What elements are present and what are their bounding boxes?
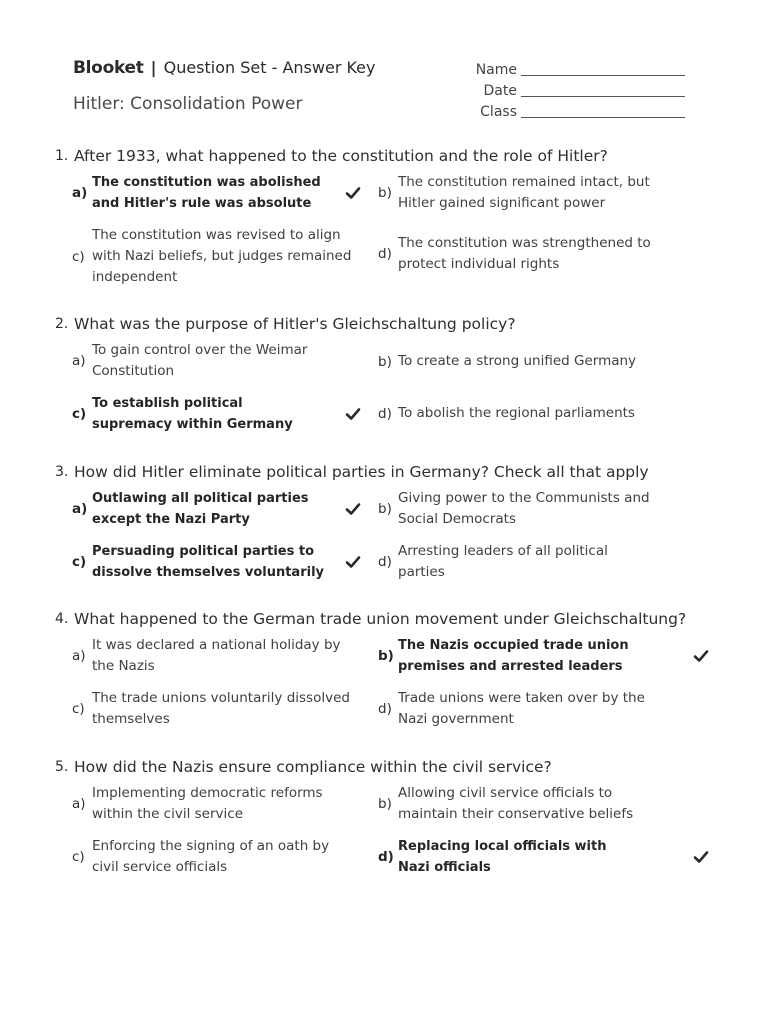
date-field — [440, 79, 690, 100]
answer-text: Enforcing the signing of an oath by civil service officials — [92, 838, 330, 875]
question-text: After 1933, what happened to the constitution and the role of Hitler? — [74, 147, 608, 165]
question-4 — [55, 608, 735, 727]
answer-option — [378, 836, 710, 878]
date-line — [521, 84, 685, 97]
checkmark-icon — [344, 553, 362, 571]
question-text: What was the purpose of Hitler's Gleichschaltung policy? — [74, 315, 516, 333]
answer-text: Giving power to the Communists and Social Democrats — [398, 490, 650, 527]
answer-text: Implementing democratic reforms within the civil service — [92, 785, 323, 822]
answer-letter: b) — [378, 648, 394, 664]
answer-text: The constitution was abolished and Hitler's rule was absolute — [92, 175, 321, 211]
answer-option — [72, 225, 362, 288]
answer-letter: d) — [378, 246, 392, 262]
question-title — [55, 461, 735, 483]
answer-text: The trade unions voluntarily dissolved themselves — [92, 690, 350, 727]
answer-letter: a) — [72, 501, 88, 517]
question-text: What happened to the German trade union movement under Gleichschaltung? — [74, 610, 687, 628]
answer-option — [378, 541, 668, 583]
class-field — [440, 100, 690, 121]
answer-option — [378, 172, 668, 214]
answer-option — [72, 688, 362, 730]
set-title: Hitler: Consolidation Power — [73, 94, 303, 114]
answer-option — [72, 635, 362, 677]
date-label: Date — [483, 83, 517, 99]
answer-text: Allowing civil service officials to maintain their conservative beliefs — [398, 785, 634, 822]
name-line — [521, 63, 685, 76]
answer-letter: a) — [72, 796, 86, 812]
question-title — [55, 145, 735, 167]
checkmark-icon — [344, 500, 362, 518]
answer-letter: b) — [378, 796, 392, 812]
answer-option — [72, 783, 362, 825]
checkmark-icon — [344, 405, 362, 423]
header-left — [73, 57, 375, 114]
answer-letter: c) — [72, 849, 85, 865]
answer-letter: a) — [72, 648, 86, 664]
answer-option — [378, 635, 710, 677]
answer-option — [378, 783, 668, 825]
answer-option — [378, 488, 668, 530]
question-number: 1. — [55, 148, 69, 164]
brand-line — [73, 57, 375, 79]
answer-option — [72, 393, 362, 435]
answer-option — [72, 836, 362, 878]
answer-letter: d) — [378, 701, 392, 717]
question-3 — [55, 461, 735, 580]
answer-text: It was declared a national holiday by the Nazis — [92, 637, 341, 674]
answer-text: Arresting leaders of all political parties — [398, 543, 608, 580]
question-1 — [55, 145, 735, 285]
answer-letter: a) — [72, 353, 86, 369]
answer-text: Outlawing all political parties except the Nazi Party — [92, 491, 309, 527]
answer-text: The constitution was revised to align with Nazi beliefs, but judges remained independent — [92, 227, 352, 285]
answer-letter: d) — [378, 405, 392, 422]
answer-text: Trade unions were taken over by the Nazi government — [398, 690, 645, 727]
answer-option — [72, 172, 362, 214]
question-title — [55, 756, 735, 778]
question-number: 2. — [55, 316, 69, 332]
answer-letter: c) — [72, 554, 87, 570]
question-2 — [55, 313, 735, 432]
name-label: Name — [475, 62, 517, 78]
question-5 — [55, 756, 735, 875]
answer-letter: a) — [72, 185, 88, 201]
answer-letter: c) — [72, 406, 87, 422]
answer-text: Persuading political parties to dissolve themselves voluntarily — [92, 544, 324, 580]
answer-text: To abolish the regional parliaments — [398, 405, 635, 421]
question-number: 4. — [55, 611, 69, 627]
question-number: 3. — [55, 464, 69, 480]
answer-letter: d) — [378, 849, 394, 865]
answer-letter: c) — [72, 701, 85, 717]
title-divider: | — [150, 58, 157, 77]
answer-option — [378, 403, 668, 424]
answer-text: To gain control over the Weimar Constitution — [92, 342, 308, 379]
answer-option — [72, 488, 362, 530]
answer-text: Replacing local officials with Nazi officials — [398, 839, 607, 875]
checkmark-icon — [344, 184, 362, 202]
answer-text: The constitution was strengthened to protect individual rights — [398, 235, 651, 272]
answer-text: To establish political supremacy within Germany — [92, 396, 293, 432]
answer-text: The constitution remained intact, but Hitler gained significant power — [398, 174, 650, 211]
answer-text: The Nazis occupied trade union premises and arrested leaders — [398, 638, 629, 674]
answer-letter: c) — [72, 248, 85, 265]
answer-text: To create a strong unified Germany — [398, 353, 637, 369]
answer-letter: b) — [378, 185, 392, 201]
answer-option — [378, 233, 668, 275]
question-title — [55, 608, 735, 630]
question-text: How did Hitler eliminate political parties in Germany? Check all that apply — [74, 463, 649, 481]
question-text: How did the Nazis ensure compliance within the civil service? — [74, 758, 552, 776]
answer-option — [72, 340, 362, 382]
student-info-fields — [440, 58, 690, 121]
checkmark-icon — [692, 848, 710, 866]
question-title — [55, 313, 735, 335]
question-number: 5. — [55, 759, 69, 775]
class-line — [521, 105, 685, 118]
answer-option — [72, 541, 362, 583]
answer-option — [378, 688, 668, 730]
answer-letter: d) — [378, 554, 392, 570]
class-label: Class — [480, 104, 517, 120]
answer-option — [378, 351, 668, 372]
answer-letter: b) — [378, 353, 392, 370]
doc-subtitle: Question Set - Answer Key — [163, 58, 376, 77]
brand-logo: Blooket — [73, 58, 144, 78]
answer-letter: b) — [378, 501, 392, 517]
checkmark-icon — [692, 647, 710, 665]
name-field — [440, 58, 690, 79]
